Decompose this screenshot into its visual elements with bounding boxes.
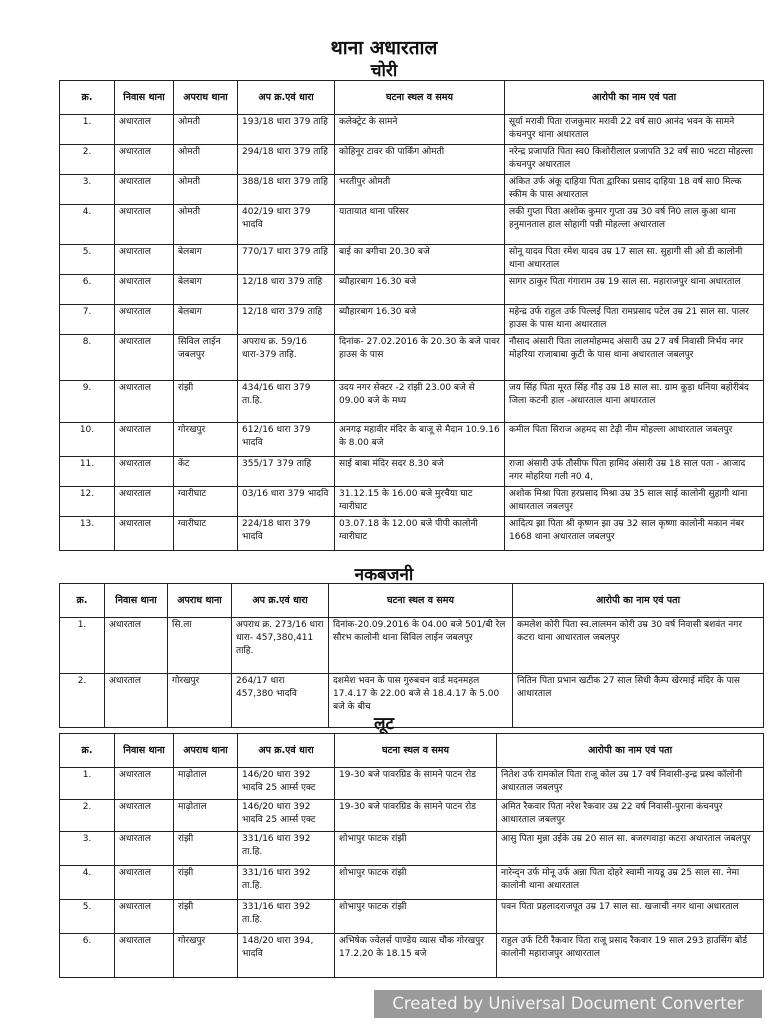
crime-station-cell: रांझी <box>174 832 238 866</box>
accused-name-address-cell: नौसाद अंसारी पिता लालमोहम्मद अंसारी उम्र 27 वर्ष निवासी निर्भय नगर मोहरिया राजाबाबा कुटी के पास थाना अधारताल जबलपुर <box>505 335 764 381</box>
serial-cell: 9. <box>60 381 115 423</box>
case-section-cell: 12/18 धारा 379 ताहि <box>238 305 335 335</box>
table-row <box>60 900 764 934</box>
column-header: क्र. <box>60 81 115 115</box>
serial-cell: 6. <box>60 934 115 978</box>
residence-station-cell: अधारताल <box>105 674 168 728</box>
residence-station-cell: अधारताल <box>115 832 174 866</box>
accused-name-address-cell: अशोक मिश्रा पिता हरप्रसाद मिश्रा उम्र 35 साल साई कालोनी सुहागी थाना आधारताल जबलपुर <box>505 487 764 517</box>
crime-station-cell: रांझी <box>174 900 238 934</box>
case-section-cell: 331/16 धारा 392 ता.हि. <box>238 832 335 866</box>
table-row <box>60 205 764 245</box>
incident-place-time-cell: भरतीपुर ओमती <box>335 175 505 205</box>
accused-name-address-cell: सागर ठाकुर पिता गंगाराम उम्र 19 साल सा. महाराजपुर थाना अधारताल <box>505 275 764 305</box>
accused-name-address-cell: जय सिंह पिता मूरत सिंह गौड़ उम्र 18 साल सा. ग्राम कूड़ा धनिया बहोरीबंद जिला कटनी हाल -अधारताल थाना अधारताल <box>505 381 764 423</box>
case-section-cell: 612/16 धारा 379 भादवि <box>238 423 335 457</box>
table-row <box>60 517 764 551</box>
crime-station-cell: रांझी <box>174 866 238 900</box>
accused-name-address-cell: राहुल उर्फ टिरी रैकवार पिता राजू प्रसाद रैकवार 19 साल 293 हाउसिंग बोर्ड कालोनी महाराजपुर आधारताल <box>497 934 764 978</box>
table-row <box>60 115 764 145</box>
residence-station-cell: अधारताल <box>115 305 174 335</box>
incident-place-time-cell: साई बाबा मंदिर सदर 8.30 बजे <box>335 457 505 487</box>
residence-station-cell: अधारताल <box>115 487 174 517</box>
crime-station-cell: बेलबाग <box>174 305 238 335</box>
accused-name-address-cell: राजा अंसारी उर्फ तौसीफ पिता हामिद अंसारी उम्र 18 साल पता - आजाद नगर मोहरिया गली न0 4, <box>505 457 764 487</box>
case-section-cell: 146/20 धारा 392 भादवि 25 आर्म्स एक्ट <box>238 800 335 832</box>
case-section-cell: 355/17 379 ताहि <box>238 457 335 487</box>
case-section-cell: 224/18 धारा 379 भादवि <box>238 517 335 551</box>
table-row <box>60 245 764 275</box>
crime-station-cell: ग्वारीघाट <box>174 487 238 517</box>
case-section-cell: अपराध क्र. 273/16 धारा धारा- 457,380,411 ताहि. <box>232 618 329 674</box>
crime-station-cell: गोरखपुर <box>174 423 238 457</box>
column-header: अपराध थाना <box>168 584 232 618</box>
residence-station-cell: अधारताल <box>115 866 174 900</box>
incident-place-time-cell: उदय नगर सेक्टर -2 रांझी 23.00 बजे से 09.00 बजे के मध्य <box>335 381 505 423</box>
column-header: अप क्र.एवं धारा <box>238 81 335 115</box>
serial-cell: 2. <box>60 800 115 832</box>
incident-place-time-cell: 19-30 बजे पावरग्रिड के सामने पाटन रोड <box>335 800 497 832</box>
serial-cell: 3. <box>60 832 115 866</box>
accused-name-address-cell: नितिन पिता प्रभान खटीक 27 साल सिधी कैम्प खेरमाई मंदिर के पास आधारताल <box>513 674 764 728</box>
incident-place-time-cell: शोभापुर फाटक रांझी <box>335 832 497 866</box>
serial-cell: 11. <box>60 457 115 487</box>
residence-station-cell: अधारताल <box>115 900 174 934</box>
incident-place-time-cell: 03.07.18 के 12.00 बजे पीपी कालोनी ग्वारीघाट <box>335 517 505 551</box>
section-heading-loot: लूट <box>373 714 395 734</box>
incident-place-time-cell: ब्यौहारबाग 16.30 बजे <box>335 275 505 305</box>
residence-station-cell: अधारताल <box>115 175 174 205</box>
loot-table <box>59 733 764 978</box>
table-row <box>60 487 764 517</box>
residence-station-cell: अधारताल <box>115 245 174 275</box>
serial-cell: 6. <box>60 275 115 305</box>
crime-station-cell: बेलबाग <box>174 275 238 305</box>
incident-place-time-cell: दिनांक-20.09.2016 के 04.00 बजे 501/बी रेल सौरभ कालोनी थाना सिविल लाईन जबलपुर <box>329 618 513 674</box>
residence-station-cell: अधारताल <box>115 145 174 175</box>
section-heading-nakabjani: नकबजनी <box>354 565 414 585</box>
watermark-banner: Created by Universal Document Converter <box>374 990 762 1018</box>
serial-cell: 10. <box>60 423 115 457</box>
column-header: निवास थाना <box>115 734 174 768</box>
residence-station-cell: अधारताल <box>115 934 174 978</box>
accused-name-address-cell: सोनू यादव पिता रमेश यादव उम्र 17 साल सा. सुहागी सी ओ डी कालोनी थाना अधारताल <box>505 245 764 275</box>
serial-cell: 7. <box>60 305 115 335</box>
accused-name-address-cell: सूर्या मरावी पिता राजकुमार मरावी 22 वर्ष सा0 आनंद भवन के सामने कंचनपुर थाना अधारताल <box>505 115 764 145</box>
case-section-cell: अपराध क्र. 59/16 धारा-379 ताहि. <box>238 335 335 381</box>
case-section-cell: 331/16 धारा 392 ता.हि. <box>238 900 335 934</box>
crime-station-cell: केंट <box>174 457 238 487</box>
table-row <box>60 305 764 335</box>
case-section-cell: 770/17 धारा 379 ताहि <box>238 245 335 275</box>
crime-station-cell: गोरखपुर <box>168 674 232 728</box>
serial-cell: 8. <box>60 335 115 381</box>
crime-station-cell: माढ़ोताल <box>174 768 238 800</box>
accused-name-address-cell: नितेश उर्फ रामकोल पिता राजू कोल उम्र 17 वर्ष निवासी-इन्द्र प्रस्थ कॉलोनी अधारताल जबलपुर <box>497 768 764 800</box>
table-row <box>60 175 764 205</box>
accused-name-address-cell: लकी गुप्ता पिता अशोक कुमार गुप्ता उम्र 30 वर्ष नि0 लाल कुआ थाना हनुमानताल हाल सोहागी पन्नी मोहल्ला अधारताल <box>505 205 764 245</box>
table-row <box>60 618 764 674</box>
incident-place-time-cell: दिनांक- 27.02.2016 के 20.30 के बजे पावर हाउस के पास <box>335 335 505 381</box>
incident-place-time-cell: दशमेश भवन के पास गुरुबचन वार्ड मदनमहल 17.4.17 के 22.00 बजे से 18.4.17 के 5.00 बजे के बीच <box>329 674 513 728</box>
accused-name-address-cell: नरेन्द्र प्रजापति पिता स्व0 किशोरीलाल प्रजापति 32 वर्ष सा0 भटटा मोहल्ला कंचनपुर अधारताल <box>505 145 764 175</box>
case-section-cell: 12/18 धारा 379 ताहि <box>238 275 335 305</box>
accused-name-address-cell: आसु पिता मुन्ना उईके उम्र 20 साल सा. बजरगवाड़ा कटरा अधारताल जबलपुर <box>497 832 764 866</box>
crime-station-cell: गोरखपुर <box>174 934 238 978</box>
column-header: आरोपी का नाम एवं पता <box>505 81 764 115</box>
residence-station-cell: अधारताल <box>115 768 174 800</box>
serial-cell: 4. <box>60 205 115 245</box>
crime-station-cell: सि.ला <box>168 618 232 674</box>
column-header: निवास थाना <box>105 584 168 618</box>
nakabjani-table-header <box>60 584 764 618</box>
accused-name-address-cell: अमित रैकवार पिता नरेश रैकवार उम्र 22 वर्ष निवासी-पुराना कंचनपुर आधारताल जबलपुर <box>497 800 764 832</box>
serial-cell: 3. <box>60 175 115 205</box>
table-row <box>60 275 764 305</box>
case-section-cell: 148/20 धारा 394, भादवि <box>238 934 335 978</box>
table-row <box>60 145 764 175</box>
column-header: क्र. <box>60 734 115 768</box>
case-section-cell: 402/19 धारा 379 भादवि <box>238 205 335 245</box>
incident-place-time-cell: शोभापुर फाटक रांझी <box>335 900 497 934</box>
incident-place-time-cell: 19-30 बजे पावरग्रिड के सामने पाटन रोड <box>335 768 497 800</box>
table-row <box>60 457 764 487</box>
crime-station-cell: रांझी <box>174 381 238 423</box>
incident-place-time-cell: बाई का बगीचा 20.30 बजे <box>335 245 505 275</box>
residence-station-cell: अधारताल <box>115 423 174 457</box>
incident-place-time-cell: 31.12.15 के 16.00 बजे मुरचैया घाट ग्वारीघाट <box>335 487 505 517</box>
incident-place-time-cell: यातायात थाना परिसर <box>335 205 505 245</box>
serial-cell: 4. <box>60 866 115 900</box>
residence-station-cell: अधारताल <box>105 618 168 674</box>
serial-cell: 13. <box>60 517 115 551</box>
table-row <box>60 832 764 866</box>
residence-station-cell: अधारताल <box>115 205 174 245</box>
residence-station-cell: अधारताल <box>115 115 174 145</box>
table-row <box>60 800 764 832</box>
case-section-cell: 264/17 धारा 457,380 भादवि <box>232 674 329 728</box>
serial-cell: 5. <box>60 245 115 275</box>
crime-station-cell: माढ़ोताल <box>174 800 238 832</box>
incident-place-time-cell: शोभापुर फाटक रांझी <box>335 866 497 900</box>
crime-station-cell: ओमती <box>174 205 238 245</box>
residence-station-cell: अधारताल <box>115 517 174 551</box>
case-section-cell: 434/16 धारा 379 ता.हि. <box>238 381 335 423</box>
table-row <box>60 335 764 381</box>
residence-station-cell: अधारताल <box>115 800 174 832</box>
column-header: अप क्र.एवं धारा <box>232 584 329 618</box>
serial-cell: 1. <box>60 115 115 145</box>
case-section-cell: 294/18 धारा 379 ताहि <box>238 145 335 175</box>
column-header: घटना स्थल व समय <box>335 81 505 115</box>
incident-place-time-cell: कोहिनूर टावर की पार्किंग ओमती <box>335 145 505 175</box>
serial-cell: 2. <box>60 674 105 728</box>
case-section-cell: 331/16 धारा 392 ता.हि. <box>238 866 335 900</box>
case-section-cell: 146/20 धारा 392 भादवि 25 आर्म्स एक्ट <box>238 768 335 800</box>
column-header: निवास थाना <box>115 81 174 115</box>
serial-cell: 1. <box>60 618 105 674</box>
loot-table-body <box>60 768 764 978</box>
accused-name-address-cell: आदित्य झा पिता श्री कृष्णन झा उम्र 32 साल कृष्णा कालोनी मकान नंबर 1668 थाना अधारताल जबलपुर <box>505 517 764 551</box>
crime-station-cell: बेलबाग <box>174 245 238 275</box>
incident-place-time-cell: कलेक्ट्रेट के सामने <box>335 115 505 145</box>
chori-table-body <box>60 115 764 551</box>
loot-table-header <box>60 734 764 768</box>
serial-cell: 2. <box>60 145 115 175</box>
column-header: क्र. <box>60 584 105 618</box>
residence-station-cell: अधारताल <box>115 335 174 381</box>
crime-station-cell: ग्वारीघाट <box>174 517 238 551</box>
residence-station-cell: अधारताल <box>115 381 174 423</box>
section-heading-chori: चोरी <box>370 61 398 81</box>
column-header: घटना स्थल व समय <box>329 584 513 618</box>
incident-place-time-cell: ब्यौहारबाग 16.30 बजे <box>335 305 505 335</box>
column-header: अपराध थाना <box>174 81 238 115</box>
crime-station-cell: ओमती <box>174 115 238 145</box>
column-header: आरोपी का नाम एवं पता <box>497 734 764 768</box>
accused-name-address-cell: महेन्द्र उर्फ राहुल उर्फ पिल्लई पिता रामप्रसाद पटेल उम्र 21 साल सा. पालर हाउस के पास थाना अधारताल <box>505 305 764 335</box>
case-section-cell: 388/18 धारा 379 ताहि <box>238 175 335 205</box>
table-row <box>60 423 764 457</box>
serial-cell: 12. <box>60 487 115 517</box>
accused-name-address-cell: नारेन्द्न उर्फ मोनू उर्फ अन्ना पिता दोहरे स्वामी नायडू उम्र 25 साल सा. नेमा कालोनी थाना अधारताल <box>497 866 764 900</box>
accused-name-address-cell: पवन पिता प्रहलादराजपूत उम्र 17 साल सा. खजाची नगर थाना अधारताल <box>497 900 764 934</box>
accused-name-address-cell: अंकित उर्फ अंकू दाहिया पिता द्वारिका प्रसाद दाहिया 18 वर्ष सा0 मिल्क स्कीम के पास अधारताल <box>505 175 764 205</box>
column-header: आरोपी का नाम एवं पता <box>513 584 764 618</box>
chori-table <box>59 80 764 551</box>
residence-station-cell: अधारताल <box>115 457 174 487</box>
page-title: थाना अधारताल <box>330 37 438 59</box>
incident-place-time-cell: अभिषेक ज्वेलर्स पाण्डेय व्यास चौक गोरखपुर 17.2.20 के 18.15 बजे <box>335 934 497 978</box>
crime-station-cell: सिविल लाईन जबलपुर <box>174 335 238 381</box>
table-row <box>60 934 764 978</box>
crime-station-cell: ओमती <box>174 175 238 205</box>
case-section-cell: 03/16 धारा 379 भादवि <box>238 487 335 517</box>
serial-cell: 5. <box>60 900 115 934</box>
case-section-cell: 193/18 धारा 379 ताहि <box>238 115 335 145</box>
crime-station-cell: ओमती <box>174 145 238 175</box>
accused-name-address-cell: कमलेश कोरी पिता स्व.लालमन कोरी उम्र 30 वर्ष निवासी बशवंत नगर कटरा थाना आधारताल जबलपुर <box>513 618 764 674</box>
residence-station-cell: अधारताल <box>115 275 174 305</box>
serial-cell: 1. <box>60 768 115 800</box>
nakabjani-table <box>59 583 764 728</box>
column-header: घटना स्थल व समय <box>335 734 497 768</box>
column-header: अप क्र.एवं धारा <box>238 734 335 768</box>
column-header: अपराध थाना <box>174 734 238 768</box>
table-row <box>60 768 764 800</box>
incident-place-time-cell: अनगढ़ महावीर मंदिर के बाजू से मैदान 10.9.16 के 8.00 बजे <box>335 423 505 457</box>
accused-name-address-cell: कमील पिता सिराज अहमद सा टेढ़ी नीम मोहल्ला आधारताल जबलपुर <box>505 423 764 457</box>
table-row <box>60 381 764 423</box>
chori-table-header <box>60 81 764 115</box>
table-row <box>60 866 764 900</box>
